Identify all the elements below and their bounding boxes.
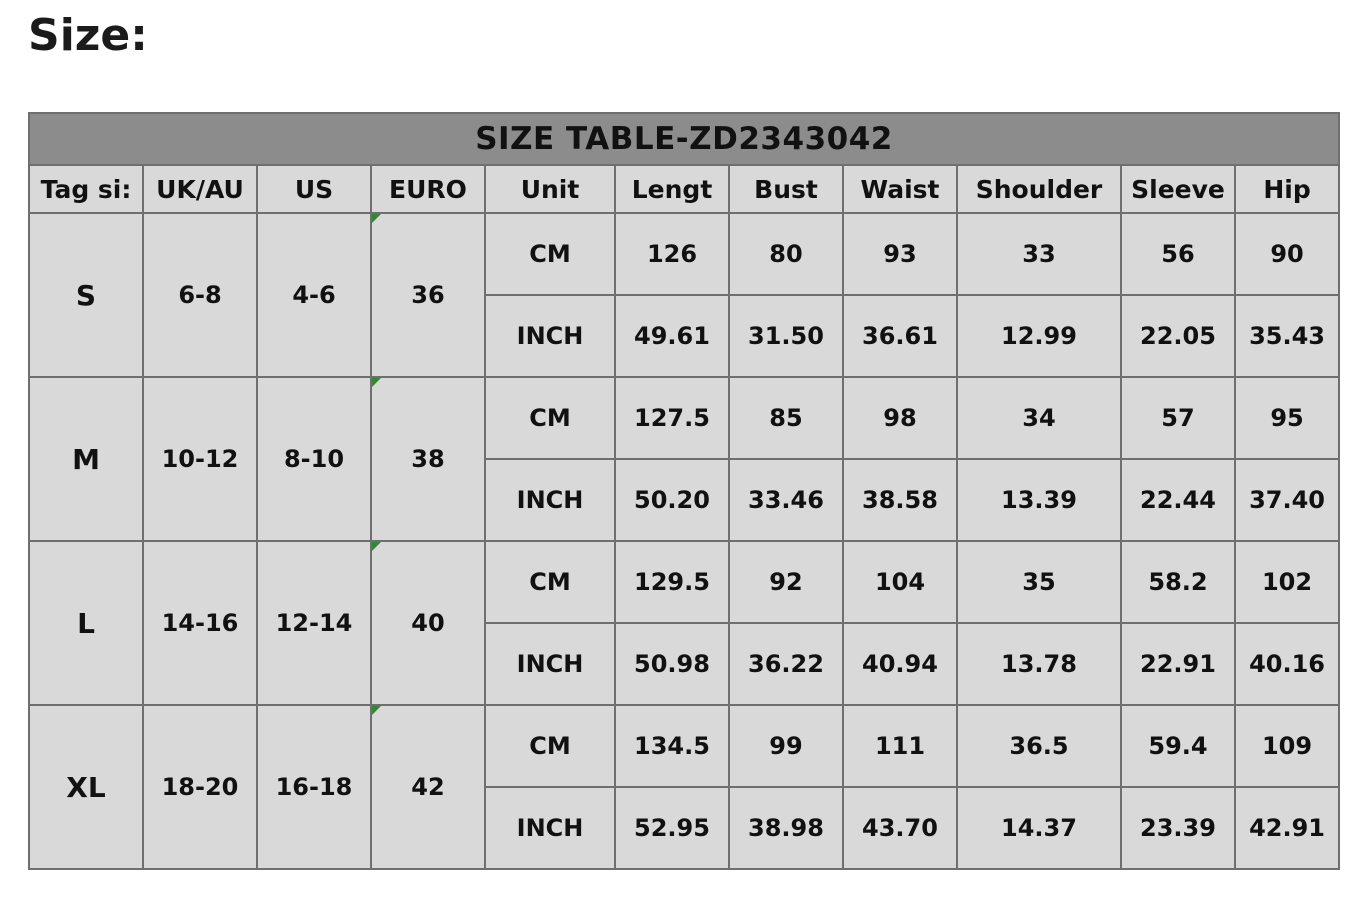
cell-sleeve: 56: [1121, 213, 1235, 295]
cell-shoulder: 13.39: [957, 459, 1121, 541]
cell-waist: 93: [843, 213, 957, 295]
cell-sleeve: 59.4: [1121, 705, 1235, 787]
cell-unit: INCH: [485, 787, 615, 869]
cell-hip: 37.40: [1235, 459, 1339, 541]
cell-bust: 31.50: [729, 295, 843, 377]
cell-bust: 33.46: [729, 459, 843, 541]
cell-unit: INCH: [485, 459, 615, 541]
table-row: [29, 213, 1339, 295]
cell-hip: 35.43: [1235, 295, 1339, 377]
cell-euro: 38: [371, 377, 485, 541]
cell-us: 16-18: [257, 705, 371, 869]
cell-shoulder: 12.99: [957, 295, 1121, 377]
column-header-shoulder: Shoulder: [957, 165, 1121, 213]
cell-uk-au: 18-20: [143, 705, 257, 869]
cell-length: 50.20: [615, 459, 729, 541]
cell-unit: CM: [485, 213, 615, 295]
cell-bust: 85: [729, 377, 843, 459]
column-header-waist: Waist: [843, 165, 957, 213]
cell-length: 129.5: [615, 541, 729, 623]
cell-tag-size: XL: [29, 705, 143, 869]
cell-unit: CM: [485, 377, 615, 459]
page-title: Size:: [28, 10, 148, 61]
cell-shoulder: 34: [957, 377, 1121, 459]
column-header-length: Lengt: [615, 165, 729, 213]
cell-hip: 102: [1235, 541, 1339, 623]
cell-waist: 38.58: [843, 459, 957, 541]
cell-euro: 36: [371, 213, 485, 377]
cell-waist: 104: [843, 541, 957, 623]
cell-length: 49.61: [615, 295, 729, 377]
cell-bust: 36.22: [729, 623, 843, 705]
cell-bust: 92: [729, 541, 843, 623]
cell-shoulder: 13.78: [957, 623, 1121, 705]
size-table: [28, 112, 1340, 870]
column-header-hip: Hip: [1235, 165, 1339, 213]
column-header-bust: Bust: [729, 165, 843, 213]
column-header-uk-au: UK/AU: [143, 165, 257, 213]
cell-shoulder: 36.5: [957, 705, 1121, 787]
cell-tag-size: L: [29, 541, 143, 705]
table-header-row: [29, 165, 1339, 213]
cell-sleeve: 22.91: [1121, 623, 1235, 705]
size-chart-container: [28, 112, 1338, 870]
cell-hip: 109: [1235, 705, 1339, 787]
cell-waist: 98: [843, 377, 957, 459]
cell-sleeve: 22.05: [1121, 295, 1235, 377]
cell-tag-size: M: [29, 377, 143, 541]
cell-us: 4-6: [257, 213, 371, 377]
table-title-row: [29, 113, 1339, 165]
cell-length: 127.5: [615, 377, 729, 459]
cell-tag-size: S: [29, 213, 143, 377]
column-header-euro: EURO: [371, 165, 485, 213]
cell-sleeve: 23.39: [1121, 787, 1235, 869]
cell-length: 134.5: [615, 705, 729, 787]
column-header-unit: Unit: [485, 165, 615, 213]
cell-shoulder: 14.37: [957, 787, 1121, 869]
cell-unit: CM: [485, 541, 615, 623]
column-header-sleeve: Sleeve: [1121, 165, 1235, 213]
cell-length: 50.98: [615, 623, 729, 705]
cell-sleeve: 57: [1121, 377, 1235, 459]
cell-shoulder: 33: [957, 213, 1121, 295]
cell-waist: 43.70: [843, 787, 957, 869]
cell-us: 8-10: [257, 377, 371, 541]
cell-unit: CM: [485, 705, 615, 787]
cell-waist: 111: [843, 705, 957, 787]
cell-sleeve: 58.2: [1121, 541, 1235, 623]
cell-bust: 99: [729, 705, 843, 787]
table-row: [29, 705, 1339, 787]
cell-hip: 90: [1235, 213, 1339, 295]
cell-bust: 38.98: [729, 787, 843, 869]
cell-hip: 42.91: [1235, 787, 1339, 869]
cell-length: 52.95: [615, 787, 729, 869]
cell-hip: 95: [1235, 377, 1339, 459]
cell-waist: 40.94: [843, 623, 957, 705]
cell-uk-au: 6-8: [143, 213, 257, 377]
cell-waist: 36.61: [843, 295, 957, 377]
cell-uk-au: 10-12: [143, 377, 257, 541]
table-row: [29, 541, 1339, 623]
cell-sleeve: 22.44: [1121, 459, 1235, 541]
cell-bust: 80: [729, 213, 843, 295]
cell-length: 126: [615, 213, 729, 295]
cell-uk-au: 14-16: [143, 541, 257, 705]
column-header-us: US: [257, 165, 371, 213]
column-header-tag-size: Tag si:: [29, 165, 143, 213]
cell-euro: 40: [371, 541, 485, 705]
cell-unit: INCH: [485, 623, 615, 705]
table-row: [29, 377, 1339, 459]
table-title: SIZE TABLE-ZD2343042: [29, 113, 1339, 165]
cell-us: 12-14: [257, 541, 371, 705]
cell-shoulder: 35: [957, 541, 1121, 623]
cell-euro: 42: [371, 705, 485, 869]
cell-unit: INCH: [485, 295, 615, 377]
cell-hip: 40.16: [1235, 623, 1339, 705]
